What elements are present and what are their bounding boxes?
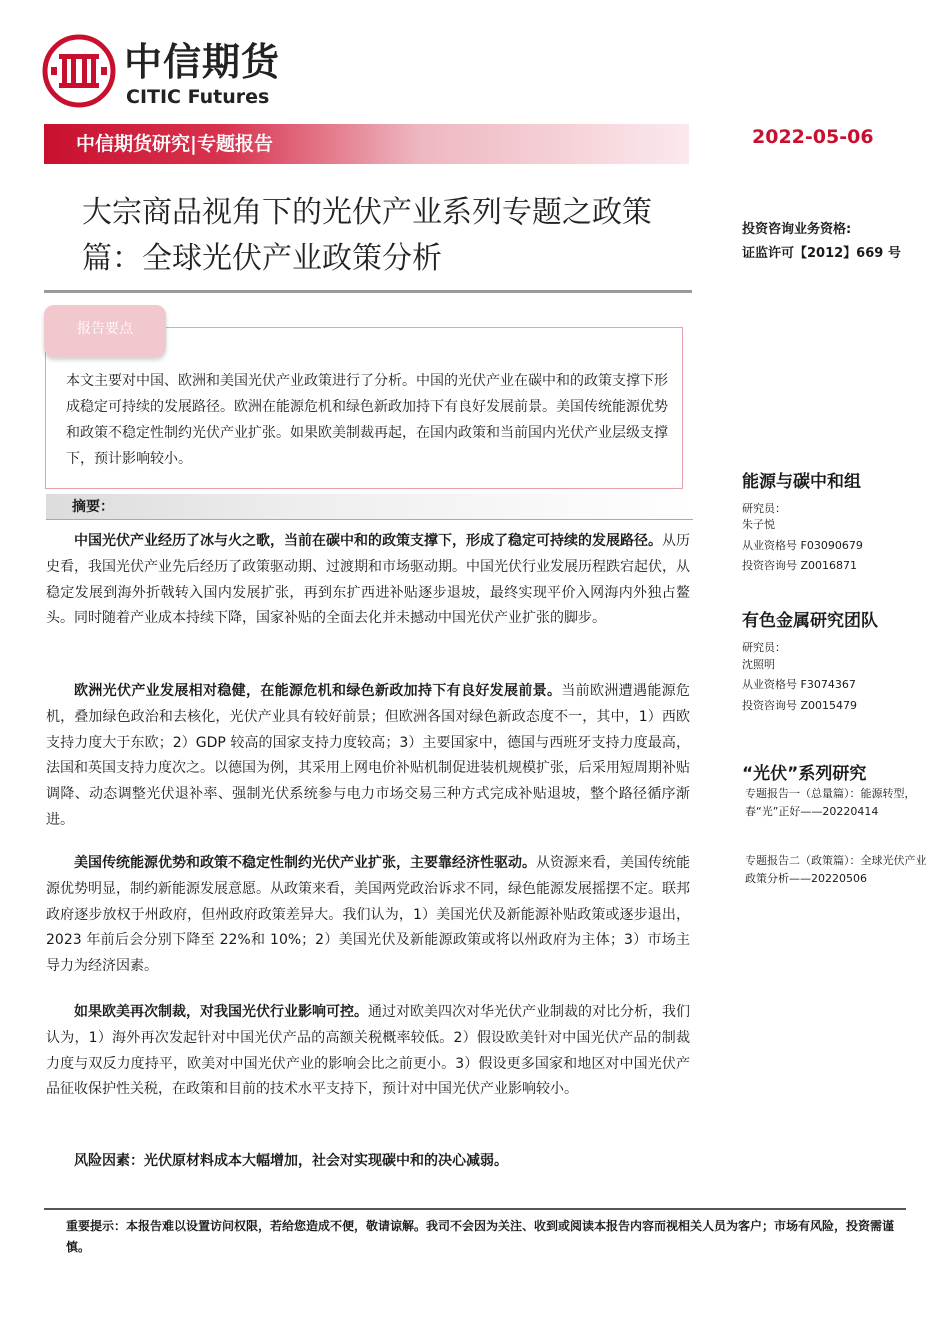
brand-name-en: CITIC Futures [126,86,270,108]
summary-paragraph [46,851,690,980]
paragraph-body: 从资源来看，美国传统能源优势明显，制约新能源发展意愿。从政策来看，美国两党政治诉求不同，绿色能源发展摇摆不定。联邦政府逐步放权于州政府，但州政府政策差异大。我们认为，1）美国光伏及新能源补贴政策或逐步退出，2023 年前后会分别下降至 22%和 10%；2）美国光伏及新能源政策或将以州政府为主体；3）市场主导力为经济因素。 [46,855,690,975]
citic-logo-icon [42,34,116,108]
paragraph-lead: 风险因素：光伏原材料成本大幅增加，社会对实现碳中和的决心减弱。 [74,1153,508,1169]
summary-paragraph [46,1000,690,1103]
qualification-block [742,218,901,266]
series-report-link[interactable]: 专题报告二（政策篇）：全球光伏产业政策分析——20220506 [745,854,927,885]
key-points-label: 报告要点 [77,321,133,337]
key-points-tab [44,305,166,357]
summary-paragraph [46,679,690,834]
paragraph-body: 通过对欧美四次对华光伏产业制裁的对比分析，我们认为，1）海外再次发起针对中国光伏产品的高额关税概率较低。2）假设欧美针对中国光伏产品的制裁力度与双反力度持平，欧美对中国光伏产业的影响会比之前更小。3）假设更多国家和地区对中国光伏产品征收保护性关税，在政策和目前的技术水平支持下，预计对中国光伏产业影响较小。 [46,1004,690,1098]
key-points-text: 本文主要对中国、欧洲和美国光伏产业政策进行了分析。中国的光伏产业在碳中和的政策支撑下形成稳定可持续的发展路径。欧洲在能源危机和绿色新政加持下有良好发展前景。美国传统能源优势和政策不稳定性制约光伏产业扩张。如果欧美制裁再起，在国内政策和当前国内光伏产业层级支撑下，预计影响较小。 [66,373,668,467]
analyst-consult-id: 投资咨询号 Z0015479 [742,699,858,712]
paragraph-body: 当前欧洲遭遇能源危机，叠加绿色政治和去核化，光伏产业具有较好前景；但欧洲各国对绿色新政态度不一，其中，1）西欧支持力度大于东欧；2）GDP 较高的国家支持力度较高；3）主要国家中，德国与西班牙支持力度最高，法国和英国支持力度次之。以德国为例，其采用上网电价补贴机制促进装机规模扩张，后采用短周期补贴调降、动态调整光伏退补率、强制光伏系统参与电力市场交易三种方式完成补贴退坡，整个路径循序渐进。 [46,683,691,828]
report-title: 大宗商品视角下的光伏产业系列专题之政策篇：全球光伏产业政策分析 [82,195,652,276]
analyst-consult-id: 投资咨询号 Z0016871 [742,559,858,572]
paragraph-lead: 中国光伏产业经历了冰与火之歌，当前在碳中和的政策支撑下，形成了稳定可持续的发展路径。 [74,533,662,549]
qualification-license: 证监许可【2012】669 号 [742,246,901,261]
summary-label: 摘要： [72,499,114,515]
summary-paragraph [46,529,690,632]
brand-logo [42,34,302,114]
analyst-name: 朱子悦 [742,518,775,531]
analyst-license: 从业资格号 F3074367 [742,678,856,691]
title-divider [44,290,692,293]
team-name: 能源与碳中和组 [742,472,861,492]
paragraph-lead: 欧洲光伏产业发展相对稳健，在能源危机和绿色新政加持下有良好发展前景。 [74,683,562,699]
series-title: “光伏”系列研究 [742,764,867,784]
team-name: 有色金属研究团队 [742,611,878,631]
footer-divider [44,1208,906,1210]
series-report-link[interactable]: 专题报告一（总量篇）：能源转型，春“光”正好——20220414 [745,787,916,818]
paragraph-lead: 如果欧美再次制裁，对我国光伏行业影响可控。 [74,1004,368,1020]
analyst-name: 沈照明 [742,658,775,671]
report-type-label: 中信期货研究|专题报告 [76,133,273,155]
disclaimer-footer: 重要提示：本报告难以设置访问权限，若给您造成不便，敬请谅解。我司不会因为关注、收到或阅读本报告内容而视相关人员为客户；市场有风险，投资需谨慎。 [66,1219,895,1254]
report-type-banner [44,124,689,164]
paragraph-lead: 美国传统能源优势和政策不稳定性制约光伏产业扩张，主要靠经济性驱动。 [74,855,536,871]
analyst-role: 研究员： [742,502,786,515]
analyst-license: 从业资格号 F03090679 [742,539,863,552]
paragraph-body: 从历史看，我国光伏产业先后经历了政策驱动期、过渡期和市场驱动期。中国光伏行业发展历程跌宕起伏，从稳定发展到海外折戟转入国内发展扩张，再到东扩西进补贴逐步退坡，最终实现平价入网海内外独占鳌头。同时随着产业成本持续下降，国家补贴的全面去化并未撼动中国光伏产业扩张的脚步。 [46,533,690,627]
summary-header [46,494,693,520]
risk-factors [46,1149,690,1175]
qualification-line: 投资咨询业务资格: [742,222,852,237]
report-date: 2022-05-06 [752,126,874,148]
analyst-role: 研究员： [742,641,786,654]
brand-name-cn: 中信期货 [124,40,281,84]
